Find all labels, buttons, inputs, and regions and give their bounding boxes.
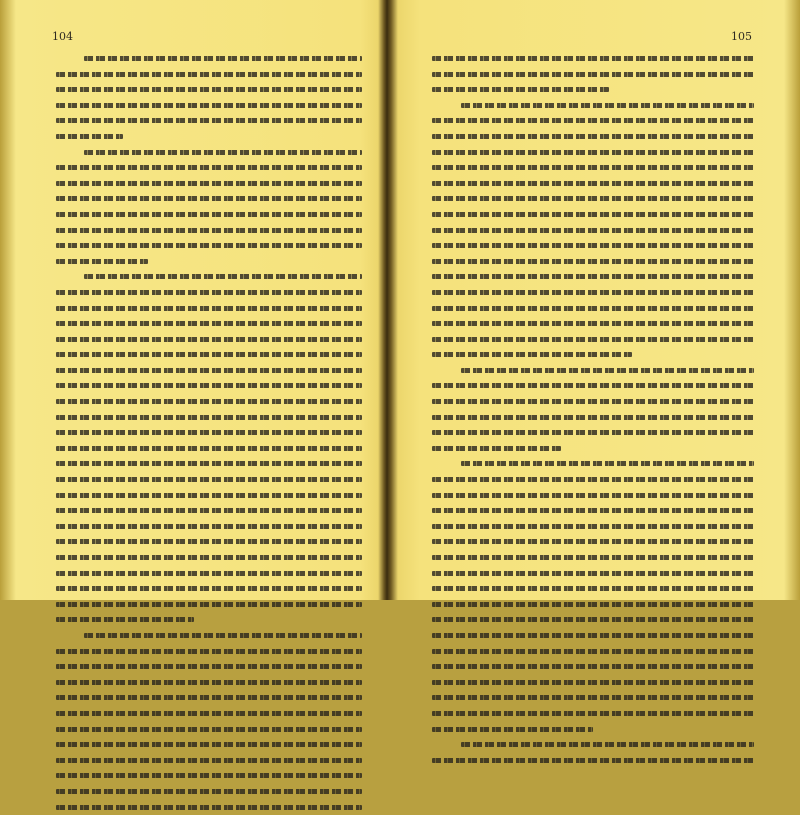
text-line (56, 784, 362, 800)
text-line (432, 488, 754, 504)
text-line-ink (432, 571, 754, 576)
text-line-ink (56, 134, 123, 139)
text-line-ink (56, 181, 362, 186)
paragraph (56, 51, 362, 145)
paragraph (432, 98, 754, 363)
text-line (56, 456, 362, 472)
text-line-ink (56, 87, 362, 92)
text-line (432, 612, 754, 628)
text-line (432, 534, 754, 550)
text-line (56, 722, 362, 738)
left-page (0, 0, 384, 600)
text-line (56, 113, 362, 129)
text-line-ink (432, 243, 754, 248)
text-line-ink (56, 383, 362, 388)
text-line-ink (56, 539, 362, 544)
text-line-ink (432, 118, 754, 123)
text-line (56, 332, 362, 348)
text-line-ink (461, 103, 754, 108)
text-line-ink (84, 274, 362, 279)
text-line (56, 98, 362, 114)
text-line (432, 223, 754, 239)
text-line-ink (56, 243, 362, 248)
text-line-ink (461, 368, 754, 373)
text-line-ink (56, 72, 362, 77)
text-line-ink (56, 259, 148, 264)
text-line-ink (432, 259, 754, 264)
text-line (56, 550, 362, 566)
text-line-ink (56, 664, 362, 669)
text-line-ink (56, 649, 362, 654)
text-line-ink (56, 477, 362, 482)
text-line-ink (432, 664, 754, 669)
text-line (432, 316, 754, 332)
text-line (56, 768, 362, 784)
text-line (432, 550, 754, 566)
text-line-ink (56, 196, 362, 201)
text-line (56, 503, 362, 519)
text-line (432, 425, 754, 441)
text-line-ink (56, 165, 362, 170)
text-line (432, 160, 754, 176)
text-line-ink (432, 524, 754, 529)
text-line-ink (432, 555, 754, 560)
text-line (56, 160, 362, 176)
page-number-right: 105 (731, 30, 752, 43)
text-line (56, 675, 362, 691)
text-line (56, 737, 362, 753)
text-line-ink (56, 103, 362, 108)
text-line (432, 129, 754, 145)
text-line-ink (432, 56, 754, 61)
text-line-ink (432, 477, 754, 482)
text-line (432, 145, 754, 161)
text-line (56, 472, 362, 488)
paragraph (56, 269, 362, 628)
text-line-ink (56, 789, 362, 794)
text-line-ink (56, 399, 362, 404)
text-line (432, 659, 754, 675)
text-line-ink (56, 430, 362, 435)
right-page (392, 0, 800, 600)
text-line (56, 238, 362, 254)
text-line-ink (432, 430, 754, 435)
text-line (432, 472, 754, 488)
text-line-ink (432, 633, 754, 638)
text-line-ink (432, 415, 754, 420)
text-line (432, 706, 754, 722)
text-line-ink (56, 727, 362, 732)
text-line (432, 254, 754, 270)
text-line (432, 113, 754, 129)
text-line (56, 145, 362, 161)
text-line-ink (432, 586, 754, 591)
text-line (56, 129, 362, 145)
text-line (432, 207, 754, 223)
text-line-ink (56, 602, 362, 607)
text-line-ink (432, 321, 754, 326)
text-line-ink (56, 711, 362, 716)
text-line (56, 378, 362, 394)
text-line (56, 628, 362, 644)
text-line (56, 410, 362, 426)
text-line (432, 191, 754, 207)
paragraph (56, 145, 362, 270)
text-line (432, 628, 754, 644)
text-line-ink (432, 493, 754, 498)
text-line-ink (432, 727, 593, 732)
text-line (432, 363, 754, 379)
text-line-ink (56, 524, 362, 529)
text-line (432, 722, 754, 738)
text-line-ink (56, 337, 362, 342)
text-line (432, 394, 754, 410)
text-line (432, 410, 754, 426)
text-line (56, 254, 362, 270)
text-line (432, 566, 754, 582)
text-line (432, 456, 754, 472)
text-line-ink (432, 680, 754, 685)
text-line (56, 800, 362, 815)
text-line (432, 347, 754, 363)
text-line-ink (56, 805, 362, 810)
text-line-ink (84, 633, 362, 638)
text-line-ink (432, 290, 754, 295)
text-line-ink (432, 87, 609, 92)
text-line (432, 675, 754, 691)
text-line-ink (432, 602, 754, 607)
text-line (56, 82, 362, 98)
text-line-ink (84, 150, 362, 155)
text-line-ink (56, 586, 362, 591)
paragraph (432, 737, 754, 768)
text-line (432, 332, 754, 348)
text-line-ink (432, 695, 754, 700)
text-line (56, 67, 362, 83)
text-line-ink (56, 508, 362, 513)
text-line-ink (432, 399, 754, 404)
text-line (56, 706, 362, 722)
paragraph (432, 363, 754, 457)
text-line (56, 363, 362, 379)
text-line (432, 519, 754, 535)
text-line-ink (56, 493, 362, 498)
text-line-ink (432, 539, 754, 544)
text-line-ink (432, 165, 754, 170)
text-line-ink (432, 306, 754, 311)
text-line (56, 581, 362, 597)
text-line (56, 690, 362, 706)
text-line-ink (432, 150, 754, 155)
text-line (56, 285, 362, 301)
text-line-ink (432, 352, 632, 357)
text-line-ink (56, 617, 194, 622)
text-line-ink (461, 742, 754, 747)
text-line (56, 207, 362, 223)
text-line (432, 301, 754, 317)
text-line (56, 301, 362, 317)
text-line (432, 269, 754, 285)
text-line (56, 566, 362, 582)
text-line-ink (56, 368, 362, 373)
text-line (56, 488, 362, 504)
text-line-ink (56, 290, 362, 295)
text-line-ink (432, 383, 754, 388)
text-line-ink (432, 196, 754, 201)
text-line (432, 644, 754, 660)
text-line (432, 753, 754, 769)
text-line-ink (432, 649, 754, 654)
text-line-ink (84, 56, 362, 61)
paragraph (432, 456, 754, 737)
text-line (432, 176, 754, 192)
text-line-ink (56, 742, 362, 747)
text-line-ink (56, 321, 362, 326)
text-line (432, 285, 754, 301)
text-line (432, 581, 754, 597)
text-line-ink (56, 446, 362, 451)
text-line-ink (432, 181, 754, 186)
text-line (432, 737, 754, 753)
text-line-ink (56, 695, 362, 700)
text-line-ink (432, 617, 754, 622)
text-line-ink (461, 461, 754, 466)
text-line-ink (56, 415, 362, 420)
text-line (432, 378, 754, 394)
text-line-ink (432, 337, 754, 342)
text-line (56, 51, 362, 67)
text-line (56, 425, 362, 441)
body-text-left (56, 51, 362, 815)
text-line-ink (56, 680, 362, 685)
text-line (56, 597, 362, 613)
text-line (432, 98, 754, 114)
text-line (56, 176, 362, 192)
text-line (56, 644, 362, 660)
text-line-ink (56, 212, 362, 217)
text-line (432, 82, 754, 98)
text-line-ink (56, 352, 362, 357)
text-line (56, 269, 362, 285)
text-line-ink (56, 571, 362, 576)
text-line-ink (432, 446, 561, 451)
text-line-ink (56, 461, 362, 466)
text-line-ink (432, 212, 754, 217)
text-line (56, 191, 362, 207)
text-line-ink (432, 758, 754, 763)
paragraph (56, 628, 362, 815)
text-line (56, 519, 362, 535)
text-line (56, 441, 362, 457)
text-line (56, 223, 362, 239)
text-line-ink (432, 134, 754, 139)
text-line-ink (432, 72, 754, 77)
page-number-left: 104 (52, 30, 73, 43)
text-line (432, 238, 754, 254)
text-line (432, 597, 754, 613)
text-line (432, 67, 754, 83)
text-line (56, 534, 362, 550)
text-line-ink (432, 508, 754, 513)
text-line-ink (56, 228, 362, 233)
text-line-ink (56, 758, 362, 763)
text-line-ink (56, 118, 362, 123)
text-line (56, 612, 362, 628)
text-line-ink (56, 773, 362, 778)
text-line-ink (432, 228, 754, 233)
text-line (56, 394, 362, 410)
text-line (56, 753, 362, 769)
text-line-ink (56, 306, 362, 311)
text-line (432, 503, 754, 519)
text-line (432, 441, 754, 457)
text-line-ink (432, 274, 754, 279)
text-line-ink (56, 555, 362, 560)
text-line-ink (432, 711, 754, 716)
text-line (432, 51, 754, 67)
paragraph (432, 51, 754, 98)
body-text-right (432, 51, 754, 768)
text-line (56, 659, 362, 675)
text-line (56, 347, 362, 363)
text-line (56, 316, 362, 332)
text-line (432, 690, 754, 706)
